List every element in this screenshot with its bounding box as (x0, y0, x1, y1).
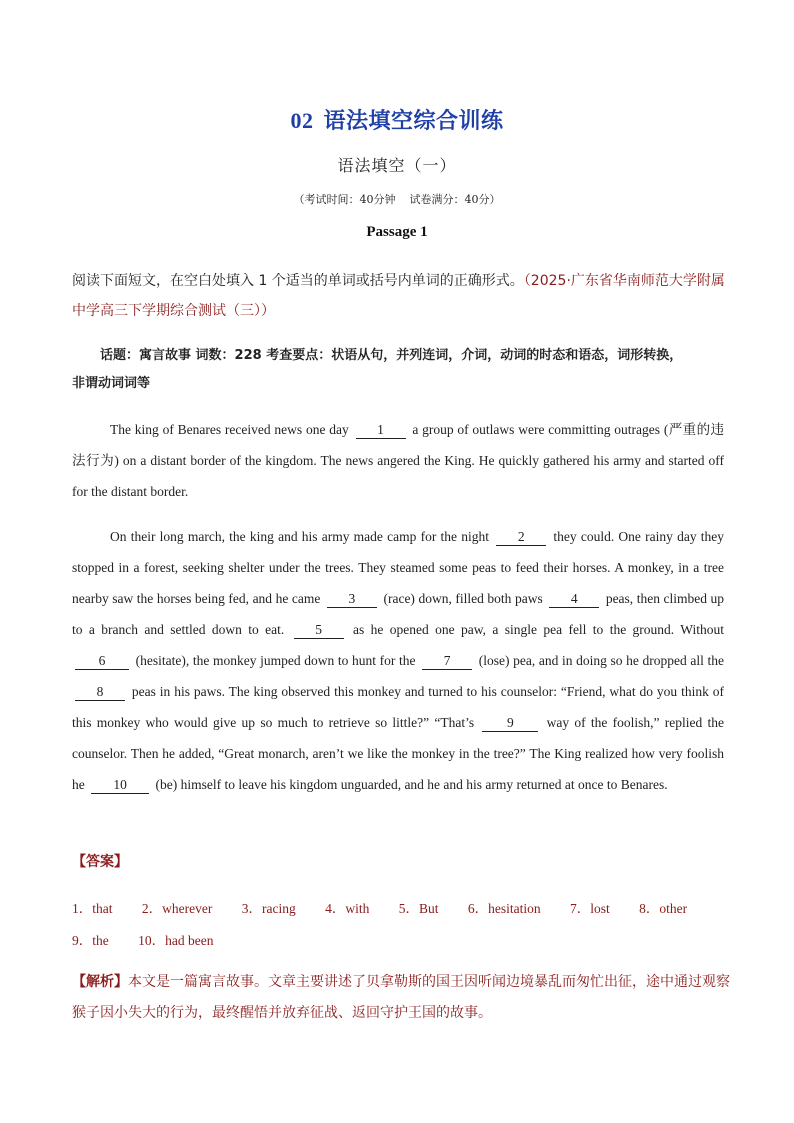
p1-text-1: The king of Benares received news one day (110, 422, 349, 437)
section-subtitle: 语法填空（一） (337, 156, 457, 175)
blank-6: 6 (75, 653, 129, 670)
topic-line-2: 非谓动词词等 (72, 376, 151, 391)
blank-7: 7 (422, 653, 472, 670)
answer-list (72, 893, 732, 957)
p2-text-4: peas, then climbed up to a branch and settled down to eat. (72, 591, 725, 637)
blank-10: 10 (91, 777, 149, 794)
p2-text-1: On their long march, the king and his army made camp for the night (110, 529, 489, 544)
passage-paragraph-2 (72, 521, 724, 800)
answer-item: 9．the (72, 933, 109, 948)
answer-item: 8．other (639, 901, 688, 916)
answer-item: 5．But (398, 901, 439, 916)
instructions-source: （2025·广东省华南师范大学附属中学高三下学期综合测试（三）） (72, 273, 725, 319)
p1-text-2: a group of outlaws were committing outrages (严重的违法行为) on a distant border of the kingdom. The news angered the King. He quickly gathered his army and started off for the distant border. (72, 422, 724, 499)
exam-score: 试卷满分：40分） (409, 193, 501, 206)
answer-item: 1．that (72, 901, 113, 916)
blank-8: 8 (75, 684, 125, 701)
exam-time: （考试时间：40分钟 (293, 193, 396, 206)
passage-paragraph-1 (72, 414, 724, 507)
answer-header: 【答案】 (72, 854, 128, 870)
title-text: 语法填空综合训练 (323, 109, 504, 134)
p2-text-10: (be) himself to leave his kingdom unguarded, and he and his army returned at once to Benares. (155, 777, 668, 792)
page-title (0, 104, 794, 135)
blank-9: 9 (482, 715, 538, 732)
title-number: 02 (290, 108, 314, 133)
p2-text-3: (race) down, filled both paws (383, 591, 543, 606)
answer-item: 2．wherever (141, 901, 213, 916)
blank-1: 1 (356, 422, 406, 439)
instructions-text: 阅读下面短文，在空白处填入 1 个适当的单词或括号内单词的正确形式。 (72, 273, 524, 289)
analysis-tag: 【解析】 (72, 974, 128, 990)
p2-text-8: peas in his paws. The king observed this monkey and turned to his counselor: “Friend, what do you think of this monkey who would give up so much to retrieve so little?” “That’s (72, 684, 724, 730)
p2-text-2: they could. One rainy day they stopped in a forest, seeking shelter under the trees. They steamed some peas to feed their horses. A monkey, in a tree nearby saw the horses being fed, and he came (72, 529, 725, 606)
exam-info (0, 191, 794, 207)
topic-line-1: 话题：寓言故事 词数：228 考查要点：状语从句，并列连词，介词，动词的时态和语态，词形转换， (100, 348, 683, 363)
answer-item: 7．lost (569, 901, 610, 916)
answer-item: 6．hesitation (467, 901, 541, 916)
analysis-text: 本文是一篇寓言故事。文章主要讲述了贝拿勒斯的国王因听闻边境暴乱而匆忙出征，途中通过观察猴子因小失大的行为，最终醒悟并放弃征战、返回守护王国的故事。 (72, 974, 730, 1021)
p2-text-9: way of the foolish,” replied the counselor. Then he added, “Great monarch, aren’t we like the monkey in the tree?” The King realized how very foolish he (72, 715, 724, 792)
blank-5: 5 (294, 622, 344, 639)
p2-text-6: (hesitate), the monkey jumped down to hunt for the (135, 653, 416, 668)
answer-item: 4．with (325, 901, 370, 916)
instructions (72, 266, 732, 326)
answer-item: 10．had been (138, 933, 214, 948)
blank-2: 2 (496, 529, 546, 546)
p2-text-7: (lose) pea, and in doing so he dropped all the (478, 653, 725, 668)
topic-info (72, 342, 732, 398)
blank-3: 3 (327, 591, 377, 608)
passage-label: Passage 1 (366, 224, 428, 240)
p2-text-5: as he opened one paw, a single pea fell to the ground. Without (353, 622, 725, 637)
analysis (72, 967, 732, 1029)
blank-4: 4 (549, 591, 599, 608)
answer-item: 3．racing (241, 901, 296, 916)
